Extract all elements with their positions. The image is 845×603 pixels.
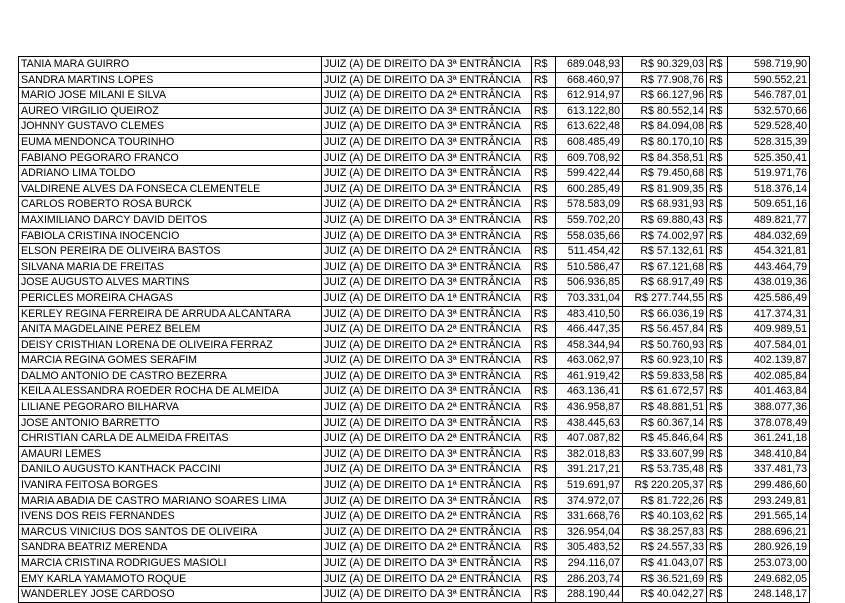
cell-currency-gross: R$ bbox=[532, 493, 556, 509]
cell-net-value: 509.651,16 bbox=[728, 197, 810, 213]
cell-currency-gross: R$ bbox=[532, 212, 556, 228]
cell-deductions-value: R$ 60.923,10 bbox=[623, 353, 707, 369]
cell-position: JUIZ (A) DE DIREITO DA 2ª ENTRÂNCIA bbox=[322, 431, 532, 447]
cell-gross-value: 599.422,44 bbox=[556, 166, 623, 182]
cell-position: JUIZ (A) DE DIREITO DA 2ª ENTRÂNCIA bbox=[322, 197, 532, 213]
cell-net-value: 598.719,90 bbox=[728, 57, 810, 73]
cell-currency-gross: R$ bbox=[532, 446, 556, 462]
cell-currency-net: R$ bbox=[707, 322, 728, 338]
cell-deductions-value: R$ 40.103,62 bbox=[623, 509, 707, 525]
cell-net-value: 519.971,76 bbox=[728, 166, 810, 182]
cell-currency-gross: R$ bbox=[532, 587, 556, 603]
cell-name: ELSON PEREIRA DE OLIVEIRA BASTOS bbox=[19, 244, 322, 260]
cell-name: MARIA ABADIA DE CASTRO MARIANO SOARES LIMA bbox=[19, 493, 322, 509]
cell-name: FABIOLA CRISTINA INOCENCIO bbox=[19, 228, 322, 244]
cell-position: JUIZ (A) DE DIREITO DA 3ª ENTRÂNCIA bbox=[322, 57, 532, 73]
cell-currency-gross: R$ bbox=[532, 400, 556, 416]
cell-deductions-value: R$ 84.094,08 bbox=[623, 119, 707, 135]
table-row bbox=[19, 181, 810, 197]
cell-net-value: 532.570,66 bbox=[728, 103, 810, 119]
cell-deductions-value: R$ 59.833,58 bbox=[623, 368, 707, 384]
cell-currency-gross: R$ bbox=[532, 337, 556, 353]
cell-net-value: 525.350,41 bbox=[728, 150, 810, 166]
cell-gross-value: 559.702,20 bbox=[556, 212, 623, 228]
cell-deductions-value: R$ 68.931,93 bbox=[623, 197, 707, 213]
cell-net-value: 402.085,84 bbox=[728, 368, 810, 384]
cell-net-value: 407.584,01 bbox=[728, 337, 810, 353]
cell-name: JOHNNY GUSTAVO CLEMES bbox=[19, 119, 322, 135]
cell-gross-value: 600.285,49 bbox=[556, 181, 623, 197]
cell-currency-net: R$ bbox=[707, 244, 728, 260]
table-row bbox=[19, 166, 810, 182]
cell-deductions-value: R$ 48.881,51 bbox=[623, 400, 707, 416]
cell-position: JUIZ (A) DE DIREITO DA 3ª ENTRÂNCIA bbox=[322, 306, 532, 322]
table-row bbox=[19, 368, 810, 384]
table-row bbox=[19, 556, 810, 572]
cell-currency-gross: R$ bbox=[532, 103, 556, 119]
cell-position: JUIZ (A) DE DIREITO DA 3ª ENTRÂNCIA bbox=[322, 493, 532, 509]
table-row bbox=[19, 337, 810, 353]
cell-net-value: 337.481,73 bbox=[728, 462, 810, 478]
cell-currency-gross: R$ bbox=[532, 478, 556, 494]
cell-name: SANDRA BEATRIZ MERENDA bbox=[19, 540, 322, 556]
table-row bbox=[19, 384, 810, 400]
cell-currency-net: R$ bbox=[707, 415, 728, 431]
cell-currency-net: R$ bbox=[707, 88, 728, 104]
cell-gross-value: 458.344,94 bbox=[556, 337, 623, 353]
cell-currency-gross: R$ bbox=[532, 571, 556, 587]
cell-gross-value: 689.048,93 bbox=[556, 57, 623, 73]
cell-gross-value: 438.445,63 bbox=[556, 415, 623, 431]
cell-net-value: 484.032,69 bbox=[728, 228, 810, 244]
cell-gross-value: 483.410,50 bbox=[556, 306, 623, 322]
cell-name: ADRIANO LIMA TOLDO bbox=[19, 166, 322, 182]
cell-gross-value: 331.668,76 bbox=[556, 509, 623, 525]
cell-net-value: 417.374,31 bbox=[728, 306, 810, 322]
cell-position: JUIZ (A) DE DIREITO DA 2ª ENTRÂNCIA bbox=[322, 400, 532, 416]
cell-position: JUIZ (A) DE DIREITO DA 3ª ENTRÂNCIA bbox=[322, 446, 532, 462]
cell-gross-value: 668.460,97 bbox=[556, 72, 623, 88]
table-row bbox=[19, 540, 810, 556]
table-row bbox=[19, 259, 810, 275]
cell-currency-gross: R$ bbox=[532, 134, 556, 150]
cell-net-value: 249.682,05 bbox=[728, 571, 810, 587]
cell-position: JUIZ (A) DE DIREITO DA 3ª ENTRÂNCIA bbox=[322, 259, 532, 275]
cell-currency-net: R$ bbox=[707, 212, 728, 228]
cell-position: JUIZ (A) DE DIREITO DA 2ª ENTRÂNCIA bbox=[322, 524, 532, 540]
cell-currency-net: R$ bbox=[707, 181, 728, 197]
cell-net-value: 438.019,36 bbox=[728, 275, 810, 291]
table-row bbox=[19, 119, 810, 135]
cell-currency-net: R$ bbox=[707, 478, 728, 494]
cell-net-value: 425.586,49 bbox=[728, 290, 810, 306]
cell-gross-value: 391.217,21 bbox=[556, 462, 623, 478]
cell-name: AMAURI LEMES bbox=[19, 446, 322, 462]
cell-net-value: 402.139,87 bbox=[728, 353, 810, 369]
cell-gross-value: 294.116,07 bbox=[556, 556, 623, 572]
cell-deductions-value: R$ 84.358,51 bbox=[623, 150, 707, 166]
cell-currency-gross: R$ bbox=[532, 384, 556, 400]
cell-net-value: 401.463,84 bbox=[728, 384, 810, 400]
cell-position: JUIZ (A) DE DIREITO DA 2ª ENTRÂNCIA bbox=[322, 322, 532, 338]
cell-currency-net: R$ bbox=[707, 493, 728, 509]
cell-name: AUREO VIRGILIO QUEIROZ bbox=[19, 103, 322, 119]
cell-deductions-value: R$ 81.909,35 bbox=[623, 181, 707, 197]
cell-deductions-value: R$ 220.205,37 bbox=[623, 478, 707, 494]
cell-deductions-value: R$ 90.329,03 bbox=[623, 57, 707, 73]
cell-position: JUIZ (A) DE DIREITO DA 3ª ENTRÂNCIA bbox=[322, 368, 532, 384]
cell-currency-gross: R$ bbox=[532, 353, 556, 369]
cell-currency-gross: R$ bbox=[532, 431, 556, 447]
cell-currency-gross: R$ bbox=[532, 197, 556, 213]
cell-net-value: 546.787,01 bbox=[728, 88, 810, 104]
cell-currency-net: R$ bbox=[707, 197, 728, 213]
cell-deductions-value: R$ 79.450,68 bbox=[623, 166, 707, 182]
cell-position: JUIZ (A) DE DIREITO DA 3ª ENTRÂNCIA bbox=[322, 181, 532, 197]
cell-gross-value: 510.586,47 bbox=[556, 259, 623, 275]
cell-deductions-value: R$ 77.908,76 bbox=[623, 72, 707, 88]
cell-net-value: 443.464,79 bbox=[728, 259, 810, 275]
cell-deductions-value: R$ 80.552,14 bbox=[623, 103, 707, 119]
table-row bbox=[19, 493, 810, 509]
cell-position: JUIZ (A) DE DIREITO DA 3ª ENTRÂNCIA bbox=[322, 228, 532, 244]
cell-gross-value: 613.622,48 bbox=[556, 119, 623, 135]
cell-deductions-value: R$ 80.170,10 bbox=[623, 134, 707, 150]
cell-position: JUIZ (A) DE DIREITO DA 3ª ENTRÂNCIA bbox=[322, 134, 532, 150]
cell-currency-gross: R$ bbox=[532, 462, 556, 478]
table-row bbox=[19, 353, 810, 369]
cell-currency-net: R$ bbox=[707, 524, 728, 540]
table-row bbox=[19, 88, 810, 104]
cell-position: JUIZ (A) DE DIREITO DA 1ª ENTRÂNCIA bbox=[322, 478, 532, 494]
cell-net-value: 293.249,81 bbox=[728, 493, 810, 509]
cell-name: MARCIA CRISTINA RODRIGUES MASIOLI bbox=[19, 556, 322, 572]
table-row bbox=[19, 478, 810, 494]
cell-currency-gross: R$ bbox=[532, 119, 556, 135]
cell-deductions-value: R$ 68.917,49 bbox=[623, 275, 707, 291]
cell-currency-gross: R$ bbox=[532, 368, 556, 384]
table-row bbox=[19, 571, 810, 587]
cell-currency-net: R$ bbox=[707, 337, 728, 353]
cell-position: JUIZ (A) DE DIREITO DA 2ª ENTRÂNCIA bbox=[322, 337, 532, 353]
cell-name: MAXIMILIANO DARCY DAVID DEITOS bbox=[19, 212, 322, 228]
table-row bbox=[19, 587, 810, 603]
cell-currency-net: R$ bbox=[707, 72, 728, 88]
cell-currency-gross: R$ bbox=[532, 415, 556, 431]
cell-deductions-value: R$ 81.722,26 bbox=[623, 493, 707, 509]
cell-currency-net: R$ bbox=[707, 103, 728, 119]
cell-name: JOSE AUGUSTO ALVES MARTINS bbox=[19, 275, 322, 291]
cell-gross-value: 374.972,07 bbox=[556, 493, 623, 509]
cell-gross-value: 436.958,87 bbox=[556, 400, 623, 416]
table-row bbox=[19, 57, 810, 73]
cell-position: JUIZ (A) DE DIREITO DA 2ª ENTRÂNCIA bbox=[322, 244, 532, 260]
cell-name: TANIA MARA GUIRRO bbox=[19, 57, 322, 73]
cell-currency-net: R$ bbox=[707, 228, 728, 244]
table-row bbox=[19, 103, 810, 119]
cell-gross-value: 407.087,82 bbox=[556, 431, 623, 447]
cell-name: SANDRA MARTINS LOPES bbox=[19, 72, 322, 88]
cell-position: JUIZ (A) DE DIREITO DA 3ª ENTRÂNCIA bbox=[322, 353, 532, 369]
cell-currency-gross: R$ bbox=[532, 306, 556, 322]
cell-net-value: 528.315,39 bbox=[728, 134, 810, 150]
cell-deductions-value: R$ 40.042,27 bbox=[623, 587, 707, 603]
cell-gross-value: 326.954,04 bbox=[556, 524, 623, 540]
cell-gross-value: 466.447,35 bbox=[556, 322, 623, 338]
cell-name: DANILO AUGUSTO KANTHACK PACCINI bbox=[19, 462, 322, 478]
cell-net-value: 253.073,00 bbox=[728, 556, 810, 572]
cell-deductions-value: R$ 33.607,99 bbox=[623, 446, 707, 462]
cell-net-value: 388.077,36 bbox=[728, 400, 810, 416]
cell-deductions-value: R$ 277.744,55 bbox=[623, 290, 707, 306]
cell-position: JUIZ (A) DE DIREITO DA 1ª ENTRÂNCIA bbox=[322, 290, 532, 306]
cell-deductions-value: R$ 36.521,69 bbox=[623, 571, 707, 587]
cell-name: FABIANO PEGORARO FRANCO bbox=[19, 150, 322, 166]
cell-currency-net: R$ bbox=[707, 57, 728, 73]
cell-currency-gross: R$ bbox=[532, 72, 556, 88]
cell-position: JUIZ (A) DE DIREITO DA 3ª ENTRÂNCIA bbox=[322, 275, 532, 291]
cell-currency-net: R$ bbox=[707, 306, 728, 322]
cell-name: LILIANE PEGORARO BILHARVA bbox=[19, 400, 322, 416]
cell-deductions-value: R$ 74.002,97 bbox=[623, 228, 707, 244]
cell-position: JUIZ (A) DE DIREITO DA 3ª ENTRÂNCIA bbox=[322, 150, 532, 166]
cell-gross-value: 506.936,85 bbox=[556, 275, 623, 291]
cell-net-value: 518.376,14 bbox=[728, 181, 810, 197]
cell-name: KERLEY REGINA FERREIRA DE ARRUDA ALCANTARA bbox=[19, 306, 322, 322]
cell-currency-net: R$ bbox=[707, 134, 728, 150]
cell-currency-gross: R$ bbox=[532, 259, 556, 275]
cell-currency-net: R$ bbox=[707, 290, 728, 306]
cell-gross-value: 609.708,92 bbox=[556, 150, 623, 166]
cell-currency-net: R$ bbox=[707, 400, 728, 416]
cell-gross-value: 463.136,41 bbox=[556, 384, 623, 400]
cell-gross-value: 461.919,42 bbox=[556, 368, 623, 384]
cell-position: JUIZ (A) DE DIREITO DA 3ª ENTRÂNCIA bbox=[322, 587, 532, 603]
cell-currency-gross: R$ bbox=[532, 228, 556, 244]
cell-currency-net: R$ bbox=[707, 509, 728, 525]
table-row bbox=[19, 290, 810, 306]
cell-net-value: 248.148,17 bbox=[728, 587, 810, 603]
cell-position: JUIZ (A) DE DIREITO DA 2ª ENTRÂNCIA bbox=[322, 88, 532, 104]
cell-position: JUIZ (A) DE DIREITO DA 3ª ENTRÂNCIA bbox=[322, 415, 532, 431]
cell-deductions-value: R$ 61.672,57 bbox=[623, 384, 707, 400]
cell-currency-gross: R$ bbox=[532, 88, 556, 104]
cell-name: DALMO ANTONIO DE CASTRO BEZERRA bbox=[19, 368, 322, 384]
cell-gross-value: 286.203,74 bbox=[556, 571, 623, 587]
cell-name: ANITA MAGDELAINE PEREZ BELEM bbox=[19, 322, 322, 338]
cell-currency-net: R$ bbox=[707, 166, 728, 182]
table-row bbox=[19, 415, 810, 431]
cell-net-value: 378.078,49 bbox=[728, 415, 810, 431]
cell-currency-net: R$ bbox=[707, 368, 728, 384]
cell-currency-gross: R$ bbox=[532, 181, 556, 197]
cell-currency-net: R$ bbox=[707, 446, 728, 462]
cell-gross-value: 288.190,44 bbox=[556, 587, 623, 603]
cell-currency-net: R$ bbox=[707, 384, 728, 400]
cell-currency-gross: R$ bbox=[532, 556, 556, 572]
cell-currency-gross: R$ bbox=[532, 275, 556, 291]
table-row bbox=[19, 150, 810, 166]
cell-gross-value: 578.583,09 bbox=[556, 197, 623, 213]
cell-currency-gross: R$ bbox=[532, 150, 556, 166]
cell-position: JUIZ (A) DE DIREITO DA 3ª ENTRÂNCIA bbox=[322, 72, 532, 88]
cell-currency-gross: R$ bbox=[532, 166, 556, 182]
cell-deductions-value: R$ 66.127,96 bbox=[623, 88, 707, 104]
cell-net-value: 280.926,19 bbox=[728, 540, 810, 556]
cell-deductions-value: R$ 24.557,33 bbox=[623, 540, 707, 556]
cell-currency-net: R$ bbox=[707, 571, 728, 587]
cell-position: JUIZ (A) DE DIREITO DA 2ª ENTRÂNCIA bbox=[322, 571, 532, 587]
cell-currency-gross: R$ bbox=[532, 244, 556, 260]
cell-name: WANDERLEY JOSE CARDOSO bbox=[19, 587, 322, 603]
cell-position: JUIZ (A) DE DIREITO DA 3ª ENTRÂNCIA bbox=[322, 384, 532, 400]
cell-net-value: 288.696,21 bbox=[728, 524, 810, 540]
cell-name: IVENS DOS REIS FERNANDES bbox=[19, 509, 322, 525]
cell-currency-gross: R$ bbox=[532, 290, 556, 306]
cell-deductions-value: R$ 41.043,07 bbox=[623, 556, 707, 572]
cell-deductions-value: R$ 57.132,61 bbox=[623, 244, 707, 260]
cell-deductions-value: R$ 53.735,48 bbox=[623, 462, 707, 478]
cell-name: MARCUS VINICIUS DOS SANTOS DE OLIVEIRA bbox=[19, 524, 322, 540]
cell-gross-value: 519.691,97 bbox=[556, 478, 623, 494]
salary-table bbox=[18, 56, 810, 603]
table-row bbox=[19, 134, 810, 150]
cell-gross-value: 305.483,52 bbox=[556, 540, 623, 556]
cell-name: EMY KARLA YAMAMOTO ROQUE bbox=[19, 571, 322, 587]
table-row bbox=[19, 431, 810, 447]
cell-net-value: 590.552,21 bbox=[728, 72, 810, 88]
cell-position: JUIZ (A) DE DIREITO DA 2ª ENTRÂNCIA bbox=[322, 509, 532, 525]
cell-currency-net: R$ bbox=[707, 119, 728, 135]
cell-currency-gross: R$ bbox=[532, 540, 556, 556]
cell-net-value: 489.821,77 bbox=[728, 212, 810, 228]
cell-position: JUIZ (A) DE DIREITO DA 3ª ENTRÂNCIA bbox=[322, 212, 532, 228]
cell-gross-value: 511.454,42 bbox=[556, 244, 623, 260]
cell-gross-value: 382.018,83 bbox=[556, 446, 623, 462]
cell-name: VALDIRENE ALVES DA FONSECA CLEMENTELE bbox=[19, 181, 322, 197]
cell-gross-value: 613.122,80 bbox=[556, 103, 623, 119]
cell-deductions-value: R$ 56.457,84 bbox=[623, 322, 707, 338]
cell-deductions-value: R$ 38.257,83 bbox=[623, 524, 707, 540]
cell-name: DEISY CRISTHIAN LORENA DE OLIVEIRA FERRAZ bbox=[19, 337, 322, 353]
table-row bbox=[19, 509, 810, 525]
table-row bbox=[19, 228, 810, 244]
table-row bbox=[19, 524, 810, 540]
table-row bbox=[19, 212, 810, 228]
cell-name: MARCIA REGINA GOMES SERAFIM bbox=[19, 353, 322, 369]
cell-name: CHRISTIAN CARLA DE ALMEIDA FREITAS bbox=[19, 431, 322, 447]
cell-net-value: 361.241,18 bbox=[728, 431, 810, 447]
cell-currency-gross: R$ bbox=[532, 322, 556, 338]
cell-deductions-value: R$ 66.036,19 bbox=[623, 306, 707, 322]
table-row bbox=[19, 197, 810, 213]
cell-currency-gross: R$ bbox=[532, 509, 556, 525]
cell-currency-net: R$ bbox=[707, 431, 728, 447]
cell-name: PERICLES MOREIRA CHAGAS bbox=[19, 290, 322, 306]
cell-currency-net: R$ bbox=[707, 275, 728, 291]
cell-currency-net: R$ bbox=[707, 462, 728, 478]
cell-currency-net: R$ bbox=[707, 150, 728, 166]
cell-position: JUIZ (A) DE DIREITO DA 3ª ENTRÂNCIA bbox=[322, 462, 532, 478]
cell-deductions-value: R$ 69.880,43 bbox=[623, 212, 707, 228]
table-row bbox=[19, 400, 810, 416]
table-row bbox=[19, 244, 810, 260]
cell-deductions-value: R$ 67.121,68 bbox=[623, 259, 707, 275]
table-row bbox=[19, 322, 810, 338]
table-row bbox=[19, 462, 810, 478]
cell-position: JUIZ (A) DE DIREITO DA 2ª ENTRÂNCIA bbox=[322, 540, 532, 556]
cell-position: JUIZ (A) DE DIREITO DA 3ª ENTRÂNCIA bbox=[322, 166, 532, 182]
table-row bbox=[19, 306, 810, 322]
cell-gross-value: 612.914,97 bbox=[556, 88, 623, 104]
cell-deductions-value: R$ 50.760,93 bbox=[623, 337, 707, 353]
cell-name: EUMA MENDONCA TOURINHO bbox=[19, 134, 322, 150]
table-row bbox=[19, 72, 810, 88]
cell-currency-gross: R$ bbox=[532, 57, 556, 73]
cell-currency-net: R$ bbox=[707, 540, 728, 556]
cell-name: KEILA ALESSANDRA ROEDER ROCHA DE ALMEIDA bbox=[19, 384, 322, 400]
cell-position: JUIZ (A) DE DIREITO DA 3ª ENTRÂNCIA bbox=[322, 119, 532, 135]
cell-gross-value: 463.062,97 bbox=[556, 353, 623, 369]
table-body bbox=[19, 57, 810, 603]
cell-net-value: 299.486,60 bbox=[728, 478, 810, 494]
cell-currency-net: R$ bbox=[707, 259, 728, 275]
cell-currency-gross: R$ bbox=[532, 524, 556, 540]
cell-name: SILVANA MARIA DE FREITAS bbox=[19, 259, 322, 275]
table-row bbox=[19, 446, 810, 462]
cell-name: JOSE ANTONIO BARRETTO bbox=[19, 415, 322, 431]
table-row bbox=[19, 275, 810, 291]
cell-net-value: 529.528,40 bbox=[728, 119, 810, 135]
cell-currency-net: R$ bbox=[707, 556, 728, 572]
cell-name: IVANIRA FEITOSA BORGES bbox=[19, 478, 322, 494]
cell-currency-net: R$ bbox=[707, 353, 728, 369]
cell-name: MARIO JOSE MILANI E SILVA bbox=[19, 88, 322, 104]
cell-currency-net: R$ bbox=[707, 587, 728, 603]
cell-net-value: 409.989,51 bbox=[728, 322, 810, 338]
cell-gross-value: 608.485,49 bbox=[556, 134, 623, 150]
cell-gross-value: 703.331,04 bbox=[556, 290, 623, 306]
cell-position: JUIZ (A) DE DIREITO DA 3ª ENTRÂNCIA bbox=[322, 556, 532, 572]
cell-name: CARLOS ROBERTO ROSA BURCK bbox=[19, 197, 322, 213]
cell-deductions-value: R$ 60.367,14 bbox=[623, 415, 707, 431]
cell-gross-value: 558.035,66 bbox=[556, 228, 623, 244]
cell-net-value: 348.410,84 bbox=[728, 446, 810, 462]
cell-deductions-value: R$ 45.846,64 bbox=[623, 431, 707, 447]
cell-net-value: 454.321,81 bbox=[728, 244, 810, 260]
cell-position: JUIZ (A) DE DIREITO DA 3ª ENTRÂNCIA bbox=[322, 103, 532, 119]
cell-net-value: 291.565,14 bbox=[728, 509, 810, 525]
